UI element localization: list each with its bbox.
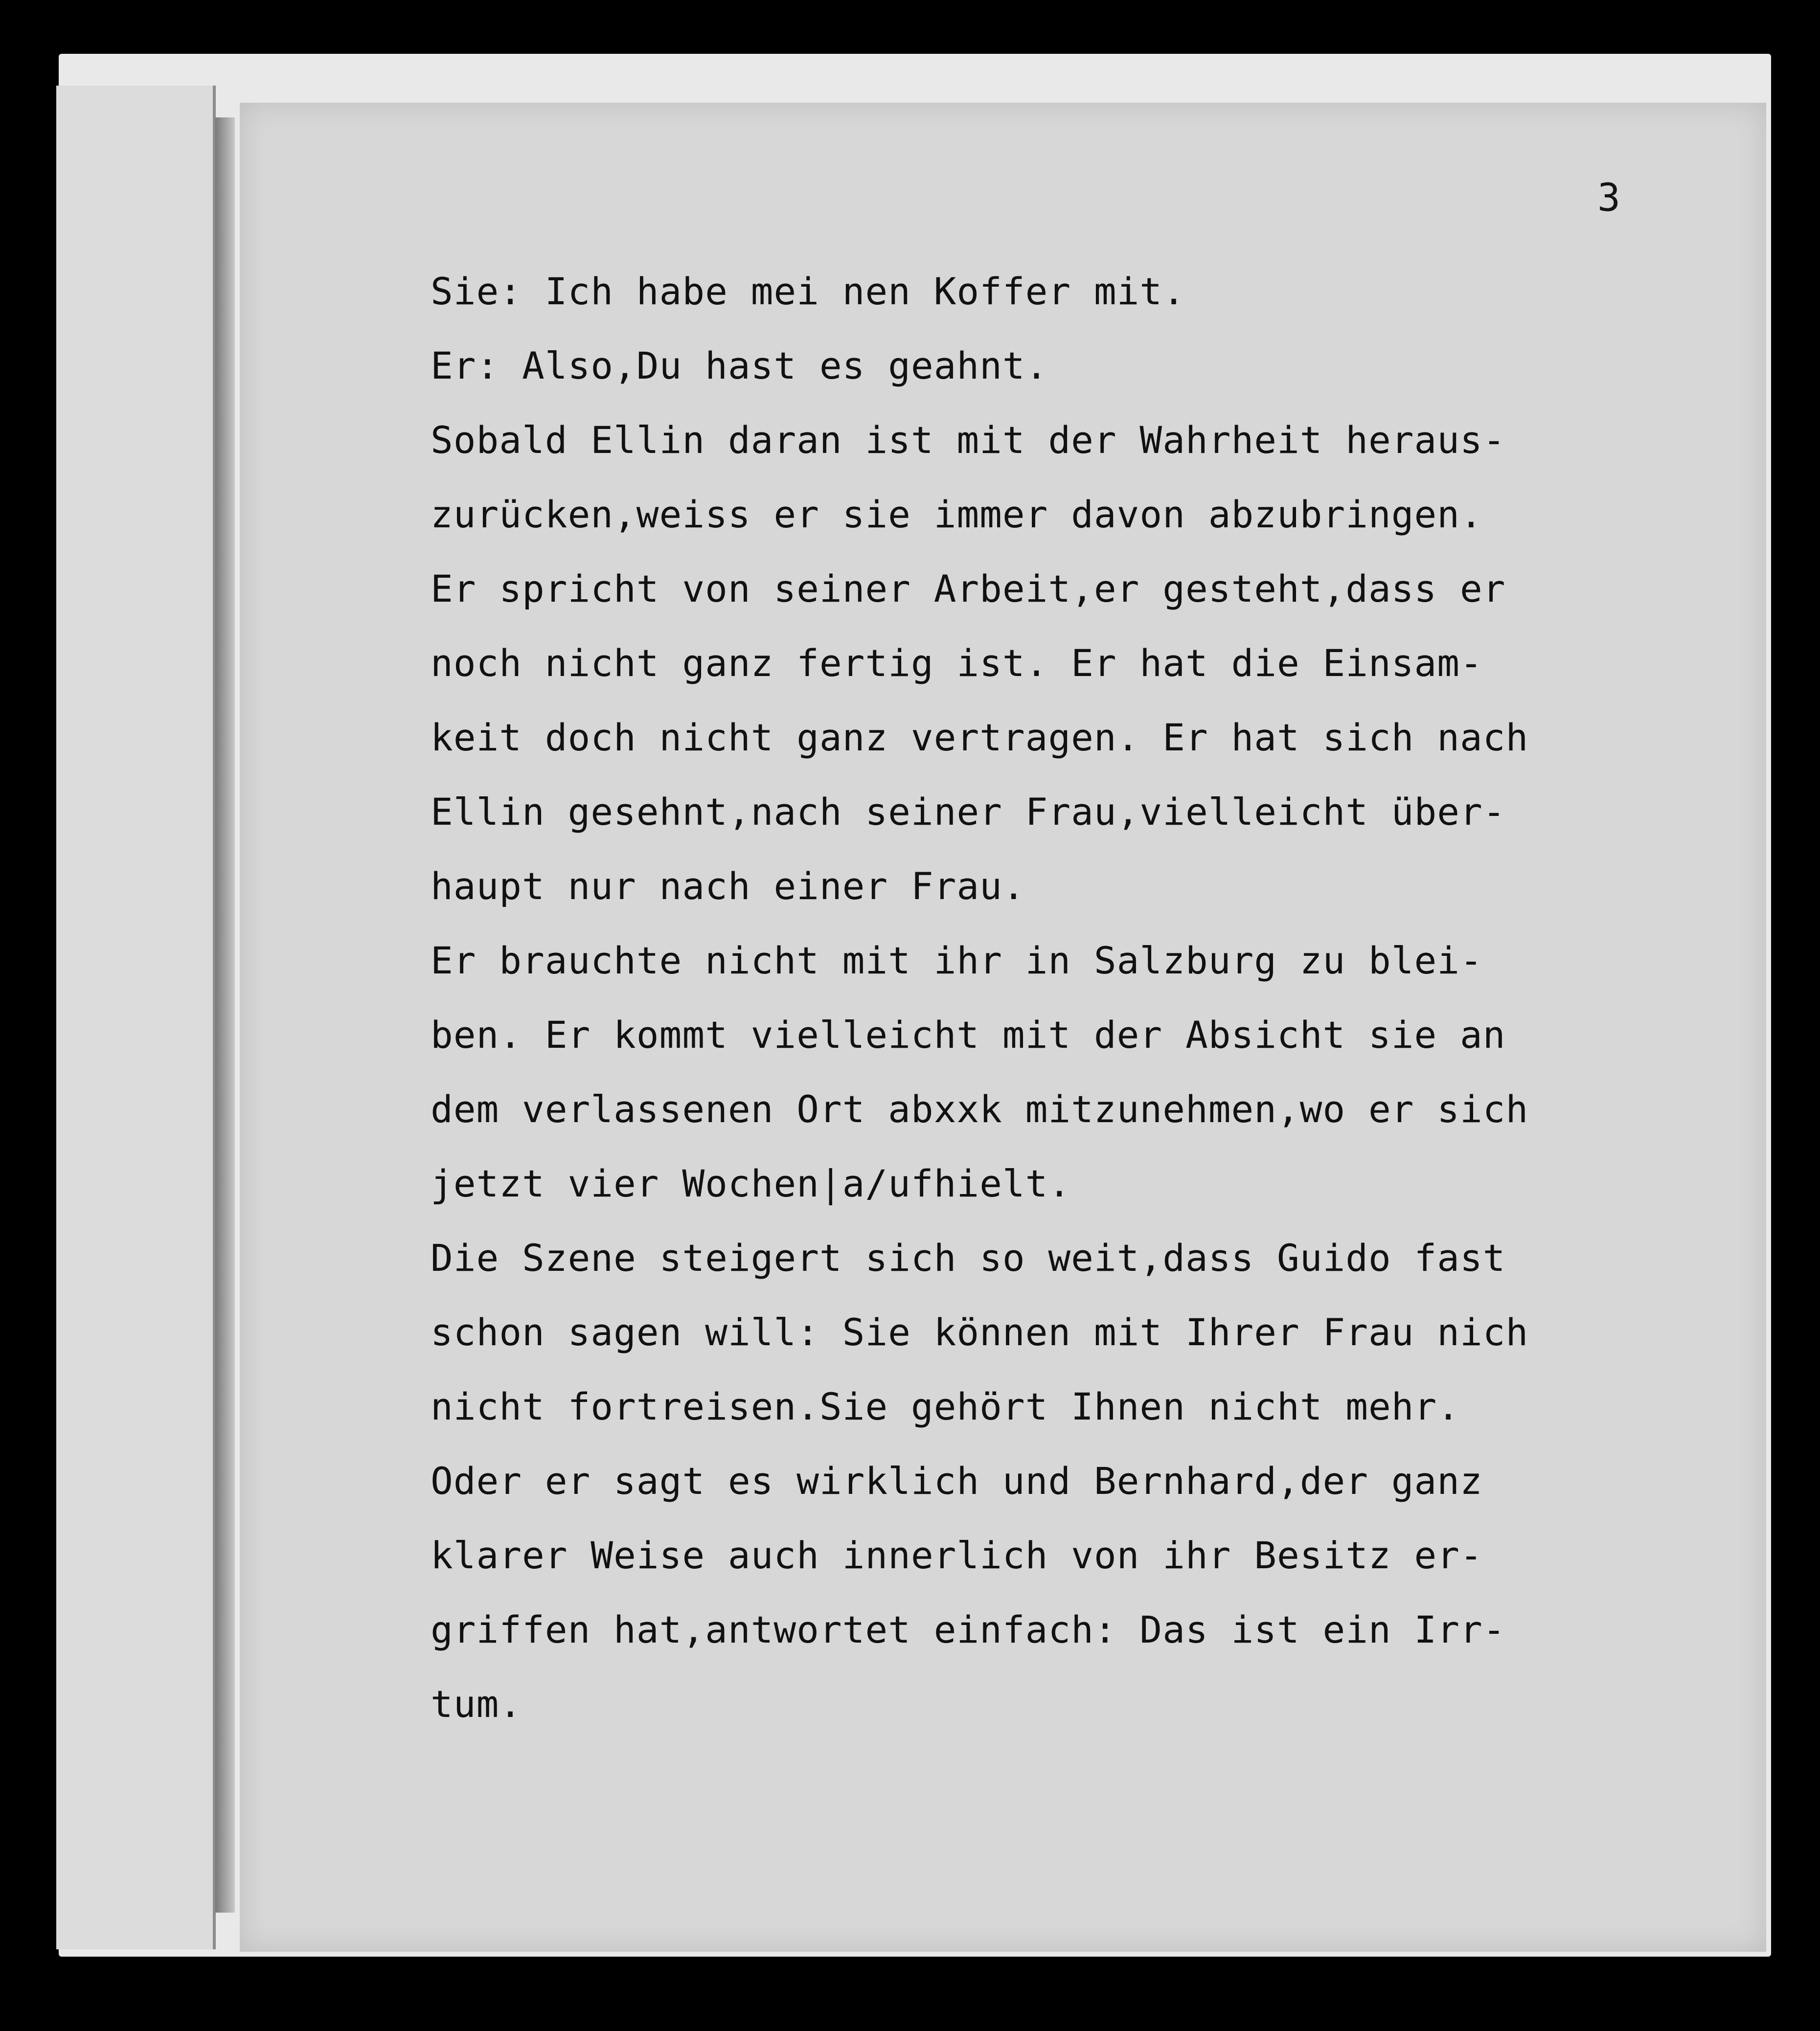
text-line: ben. Er kommt vielleicht mit der Absicht sie an <box>431 1013 1506 1057</box>
text-line: Er spricht von seiner Arbeit,er gesteht,dass er <box>431 567 1506 610</box>
page-number: 3 <box>1597 176 1620 220</box>
typewritten-text <box>431 254 1683 1741</box>
text-line: haupt nur nach einer Frau. <box>431 864 1025 908</box>
text-line: schon sagen will: Sie können mit Ihrer Frau nich <box>431 1310 1529 1354</box>
text-line: griffen hat,antwortet einfach: Das ist ein Irr- <box>431 1608 1506 1651</box>
text-line: nicht fortreisen.Sie gehört Ihnen nicht mehr. <box>431 1385 1460 1428</box>
text-line: dem verlassenen Ort abxxk mitzunehmen,wo er sich <box>431 1087 1529 1131</box>
text-line: Ellin gesehnt,nach seiner Frau,vielleicht über- <box>431 790 1506 834</box>
text-line: Er: Also,Du hast es geahnt. <box>431 344 1048 387</box>
text-line: jetzt vier Wochen|a/ufhielt. <box>431 1162 1071 1205</box>
text-line: Oder er sagt es wirklich und Bernhard,der ganz <box>431 1459 1483 1503</box>
text-line: keit doch nicht ganz vertragen. Er hat sich nach <box>431 716 1529 759</box>
paper-edge-shadow <box>215 117 235 1913</box>
text-line: noch nicht ganz fertig ist. Er hat die Einsam- <box>431 641 1483 685</box>
text-line: tum. <box>431 1682 523 1726</box>
text-line: Sobald Ellin daran ist mit der Wahrheit heraus- <box>431 418 1506 462</box>
text-line: Sie: Ich habe mei nen Koffer mit. <box>431 270 1185 313</box>
text-line: Die Szene steigert sich so weit,dass Guido fast <box>431 1236 1506 1280</box>
text-line: klarer Weise auch innerlich von ihr Besitz er- <box>431 1534 1483 1577</box>
text-line: zurücken,weiss er sie immer davon abzubringen. <box>431 493 1483 536</box>
folded-paper-edge <box>56 86 216 1949</box>
text-line: Er brauchte nicht mit ihr in Salzburg zu blei- <box>431 939 1483 982</box>
